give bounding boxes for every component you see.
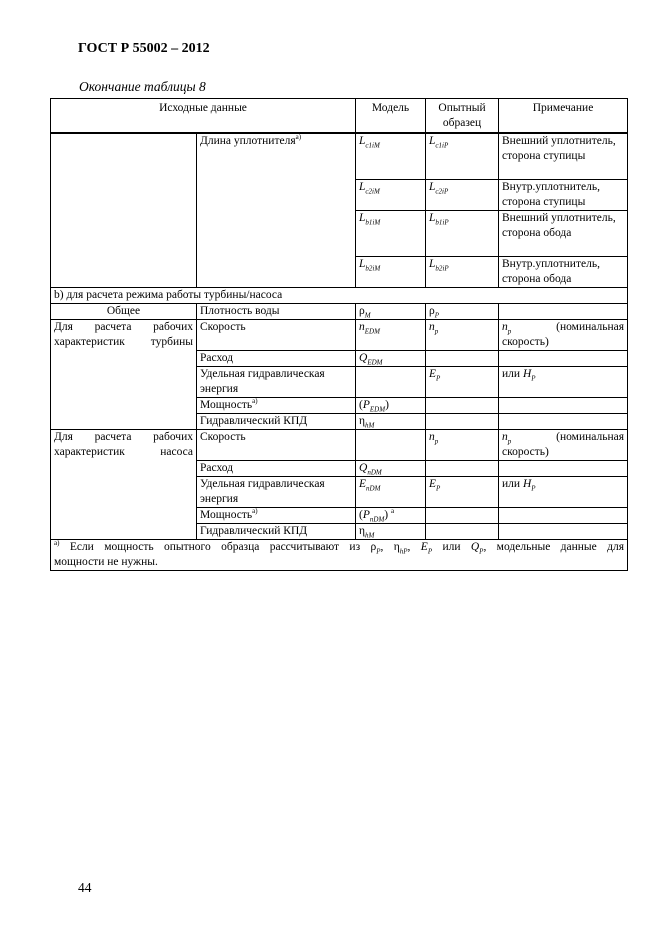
density-proto: $\rho_P$	[426, 303, 499, 319]
table-row	[51, 133, 628, 179]
footnote-line-2: мощности не нужны.	[54, 555, 158, 568]
turbine-efficiency-model: $\eta_{hM}$	[356, 413, 426, 429]
empty-cell	[499, 413, 628, 429]
empty-cell	[426, 413, 499, 429]
pump-energy-model: $E_{nDM}$	[356, 476, 426, 507]
pump-energy-note: или $H_P$	[499, 476, 628, 507]
turbine-power-label: Мощность$^{а)}$	[197, 397, 356, 413]
turbine-efficiency-label: Гидравлический КПД	[197, 413, 356, 429]
parameters-table	[50, 98, 628, 571]
empty-cell	[426, 460, 499, 476]
empty-cell	[426, 523, 499, 539]
seal-proto-symbol: $L_{c1iP}$	[426, 133, 499, 179]
footnote-row	[51, 539, 628, 570]
turbine-flow-label: Расход	[197, 350, 356, 366]
empty-cell	[499, 507, 628, 523]
turbine-speed-label: Скорость	[197, 319, 356, 350]
seal-model-symbol: $L_{b2iM}$	[356, 256, 426, 287]
turbine-power-model: $(P_{EDM})$	[356, 397, 426, 413]
pump-power-model: $(P_{nDM})$ $^а$	[356, 507, 426, 523]
seal-model-symbol: $L_{c1iM}$	[356, 133, 426, 179]
footnote-line-1: $^{а)}$ Если мощность опытного образца рассчитывают из $\rho_P$, $\eta_{hP}$, $E_P$ или $Q_P$, модельные данные для	[54, 538, 624, 555]
seal-note: Внешний уплотнитель, сторона ступицы	[499, 133, 628, 179]
empty-cell	[499, 397, 628, 413]
pump-efficiency-label: Гидравлический КПД	[197, 523, 356, 539]
empty-cell	[51, 133, 197, 287]
turbine-energy-proto: $E_P$	[426, 366, 499, 397]
water-density-label: Плотность воды	[197, 303, 356, 319]
pump-speed-proto: $n_p$	[426, 429, 499, 460]
table-header-row	[51, 99, 628, 134]
page-number: 44	[78, 880, 92, 895]
table-row	[51, 303, 628, 319]
turbine-speed-proto: $n_p$	[426, 319, 499, 350]
header-model: Модель	[356, 99, 426, 134]
turbine-group-label: Для расчета рабочих характеристик турбины	[51, 319, 197, 429]
empty-cell	[426, 397, 499, 413]
turbine-speed-model: $n_{EDM}$	[356, 319, 426, 350]
turbine-energy-note: или $H_P$	[499, 366, 628, 397]
turbine-energy-label: Удельная гидравлическая энергия	[197, 366, 356, 397]
footnote	[51, 539, 628, 570]
seal-model-symbol: $L_{c2iM}$	[356, 179, 426, 210]
empty-cell	[499, 350, 628, 366]
section-row	[51, 287, 628, 303]
empty-cell	[426, 350, 499, 366]
pump-efficiency-model: $\eta_{hM}$	[356, 523, 426, 539]
document-header: ГОСТ Р 55002 – 2012	[78, 41, 210, 56]
table-row	[51, 319, 628, 350]
seal-proto-symbol: $L_{b2iP}$	[426, 256, 499, 287]
empty-cell	[356, 429, 426, 460]
pump-power-label: Мощность$^{а)}$	[197, 507, 356, 523]
pump-flow-label: Расход	[197, 460, 356, 476]
pump-energy-label: Удельная гидравлическая энергия	[197, 476, 356, 507]
pump-speed-note: $n_p$ (номинальная скорость)	[499, 429, 628, 460]
seal-proto-symbol: $L_{b1iP}$	[426, 210, 499, 256]
density-model: $\rho_M$	[356, 303, 426, 319]
seal-note: Внешний уплотнитель, сторона обода	[499, 210, 628, 256]
seal-length-label: Длина уплотнителя$^{а)}$	[197, 133, 356, 287]
empty-cell	[499, 460, 628, 476]
seal-note: Внутр.уплотнитель, сторона ступицы	[499, 179, 628, 210]
header-prototype: Опытный образец	[426, 99, 499, 134]
general-label: Общее	[51, 303, 197, 319]
pump-energy-proto: $E_P$	[426, 476, 499, 507]
seal-model-symbol: $L_{b1iM}$	[356, 210, 426, 256]
seal-note: Внутр.уплотнитель, сторона обода	[499, 256, 628, 287]
table-row	[51, 429, 628, 460]
empty-cell	[356, 366, 426, 397]
seal-proto-symbol: $L_{c2iP}$	[426, 179, 499, 210]
pump-speed-label: Скорость	[197, 429, 356, 460]
section-b-title: b) для расчета режима работы турбины/насоса	[51, 287, 628, 303]
empty-cell	[499, 303, 628, 319]
header-source: Исходные данные	[51, 99, 356, 134]
empty-cell	[499, 523, 628, 539]
pump-group-label: Для расчета рабочих характеристик насоса	[51, 429, 197, 539]
empty-cell	[426, 507, 499, 523]
header-note: Примечание	[499, 99, 628, 134]
turbine-speed-note: $n_p$ (номинальная скорость)	[499, 319, 628, 350]
turbine-flow-model: $Q_{EDM}$	[356, 350, 426, 366]
table-caption: Окончание таблицы 8	[79, 79, 206, 94]
pump-flow-model: $Q_{nDM}$	[356, 460, 426, 476]
